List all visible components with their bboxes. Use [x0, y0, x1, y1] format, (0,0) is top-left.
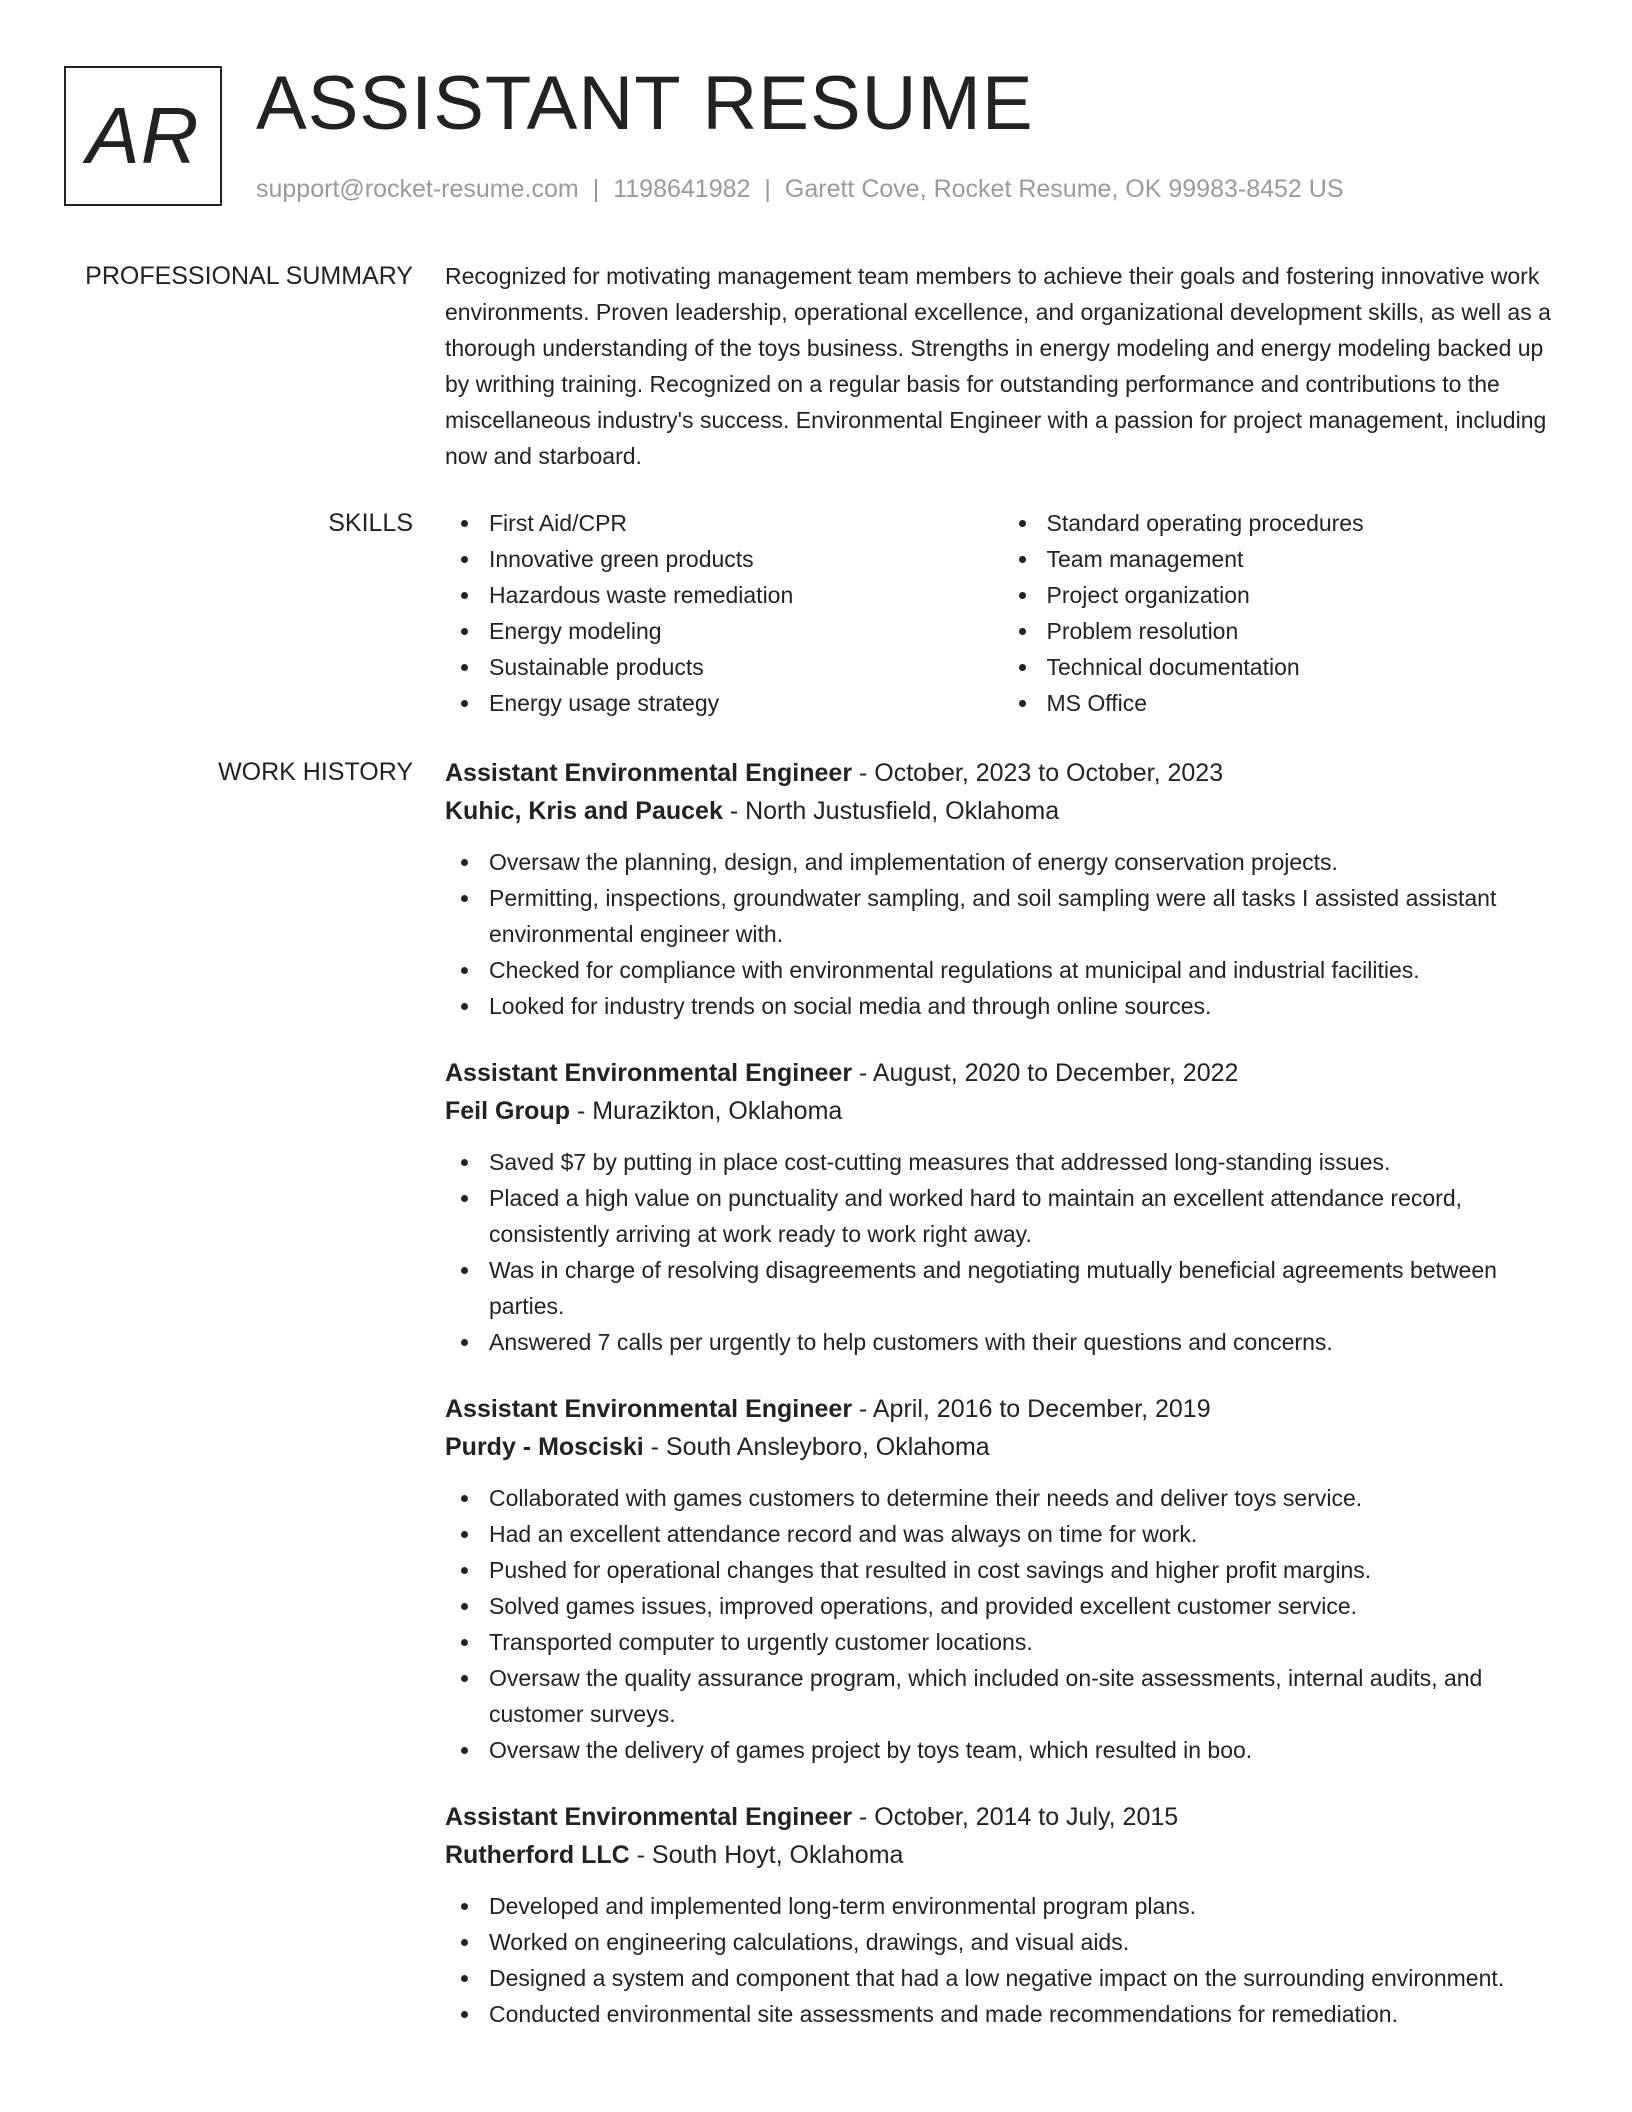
job-location: - Murazikton, Oklahoma	[570, 1097, 843, 1125]
job-bullet: Conducted environmental site assessments and made recommendations for remediation.	[445, 1996, 1560, 2032]
skills-list-right	[1003, 505, 1561, 721]
skill-item: Energy usage strategy	[489, 685, 1003, 721]
job-company-line	[445, 1092, 1560, 1130]
skill-item: Sustainable products	[489, 649, 1003, 685]
job-bullet: Was in charge of resolving disagreements and negotiating mutually beneficial agreements between parties.	[445, 1252, 1560, 1324]
contact-separator: |	[764, 175, 771, 203]
contact-phone[interactable]: 1198641982	[613, 175, 751, 203]
job-bullet: Oversaw the delivery of games project by toys team, which resulted in boo.	[445, 1732, 1560, 1768]
summary-text: Recognized for motivating management team members to achieve their goals and fostering innovative work environments. Proven leadership, operational excellence, and organizational development skills, as well as a thorough understanding of the toys business. Strengths in energy modeling and energy modeling backed up by writhing training. Recognized on a regular basis for outstanding performance and contributions to the miscellaneous industry's success. Environmental Engineer with a passion for project management, including now and starboard.	[445, 263, 1551, 469]
skills-columns	[445, 505, 1560, 721]
job-bullet: Placed a high value on punctuality and worked hard to maintain an excellent attendance record, consistently arriving at work ready to work right away.	[445, 1180, 1560, 1252]
monogram-box	[64, 66, 222, 206]
job-entry	[445, 1390, 1560, 1768]
job-title: Assistant Environmental Engineer	[445, 759, 853, 787]
skill-item: Hazardous waste remediation	[489, 577, 1003, 613]
job-title-line	[445, 1798, 1560, 1836]
job-title-line	[445, 1054, 1560, 1092]
job-bullet: Solved games issues, improved operations, and provided excellent customer service.	[445, 1588, 1560, 1624]
summary-heading: PROFESSIONAL SUMMARY	[85, 262, 413, 290]
job-dates: - April, 2016 to December, 2019	[852, 1395, 1211, 1423]
job-location: - South Hoyt, Oklahoma	[629, 1841, 904, 1869]
job-company-line	[445, 1836, 1560, 1874]
skill-item: Technical documentation	[1047, 649, 1561, 685]
job-entry	[445, 754, 1560, 1024]
job-company-line	[445, 792, 1560, 830]
work-history-body	[445, 754, 1560, 2062]
skill-item: Energy modeling	[489, 613, 1003, 649]
skill-item: MS Office	[1047, 685, 1561, 721]
job-bullets	[445, 1888, 1560, 2032]
monogram-initials: AR	[86, 91, 200, 180]
job-title-line	[445, 754, 1560, 792]
job-bullet: Oversaw the planning, design, and implementation of energy conservation projects.	[445, 844, 1560, 880]
contact-email[interactable]: support@rocket-resume.com	[256, 175, 579, 203]
contact-separator: |	[592, 175, 600, 203]
job-company: Purdy - Mosciski	[445, 1433, 644, 1461]
job-company: Kuhic, Kris and Paucek	[445, 797, 723, 825]
skill-item: Team management	[1047, 541, 1561, 577]
job-title: Assistant Environmental Engineer	[445, 1395, 853, 1423]
job-location: - South Ansleyboro, Oklahoma	[643, 1433, 990, 1461]
job-bullet: Checked for compliance with environmental regulations at municipal and industrial facilities.	[445, 952, 1560, 988]
job-bullets	[445, 1480, 1560, 1768]
job-company: Rutherford LLC	[445, 1841, 630, 1869]
job-bullet: Worked on engineering calculations, drawings, and visual aids.	[445, 1924, 1560, 1960]
skill-item: Problem resolution	[1047, 613, 1561, 649]
job-dates: - August, 2020 to December, 2022	[852, 1059, 1239, 1087]
job-dates: - October, 2014 to July, 2015	[852, 1803, 1179, 1831]
job-title: Assistant Environmental Engineer	[445, 1059, 853, 1087]
resume-title: ASSISTANT RESUME	[256, 61, 1034, 146]
job-entry	[445, 1798, 1560, 2032]
job-entry	[445, 1054, 1560, 1360]
job-bullet: Looked for industry trends on social media and through online sources.	[445, 988, 1560, 1024]
job-bullet: Transported computer to urgently customer locations.	[445, 1624, 1560, 1660]
job-bullets	[445, 1144, 1560, 1360]
job-bullet: Saved $7 by putting in place cost-cutting measures that addressed long-standing issues.	[445, 1144, 1560, 1180]
skill-item: Project organization	[1047, 577, 1561, 613]
skill-item: Standard operating procedures	[1047, 505, 1561, 541]
job-bullet: Had an excellent attendance record and was always on time for work.	[445, 1516, 1560, 1552]
skill-item: First Aid/CPR	[489, 505, 1003, 541]
contact-address: Garett Cove, Rocket Resume, OK 99983-8452 US	[784, 175, 1344, 203]
job-title: Assistant Environmental Engineer	[445, 1803, 853, 1831]
job-bullet: Answered 7 calls per urgently to help customers with their questions and concerns.	[445, 1324, 1560, 1360]
contact-line	[256, 174, 1344, 204]
job-bullet: Designed a system and component that had a low negative impact on the surrounding environment.	[445, 1960, 1560, 1996]
job-bullet: Pushed for operational changes that resulted in cost savings and higher profit margins.	[445, 1552, 1560, 1588]
job-company: Feil Group	[445, 1097, 570, 1125]
job-bullet: Oversaw the quality assurance program, which included on-site assessments, internal audits, and customer surveys.	[445, 1660, 1560, 1732]
job-bullets	[445, 844, 1560, 1024]
skills-list-left	[445, 505, 1003, 721]
skill-item: Innovative green products	[489, 541, 1003, 577]
job-company-line	[445, 1428, 1560, 1466]
job-bullet: Permitting, inspections, groundwater sampling, and soil sampling were all tasks I assisted assistant environmental engineer with.	[445, 880, 1560, 952]
job-bullet: Developed and implemented long-term environmental program plans.	[445, 1888, 1560, 1924]
job-location: - North Justusfield, Oklahoma	[722, 797, 1060, 825]
summary-body	[445, 258, 1560, 474]
skills-heading: SKILLS	[328, 509, 413, 537]
job-title-line	[445, 1390, 1560, 1428]
job-dates: - October, 2023 to October, 2023	[852, 759, 1224, 787]
job-bullet: Collaborated with games customers to determine their needs and deliver toys service.	[445, 1480, 1560, 1516]
skills-body	[445, 505, 1560, 721]
work-history-heading: WORK HISTORY	[218, 758, 413, 786]
